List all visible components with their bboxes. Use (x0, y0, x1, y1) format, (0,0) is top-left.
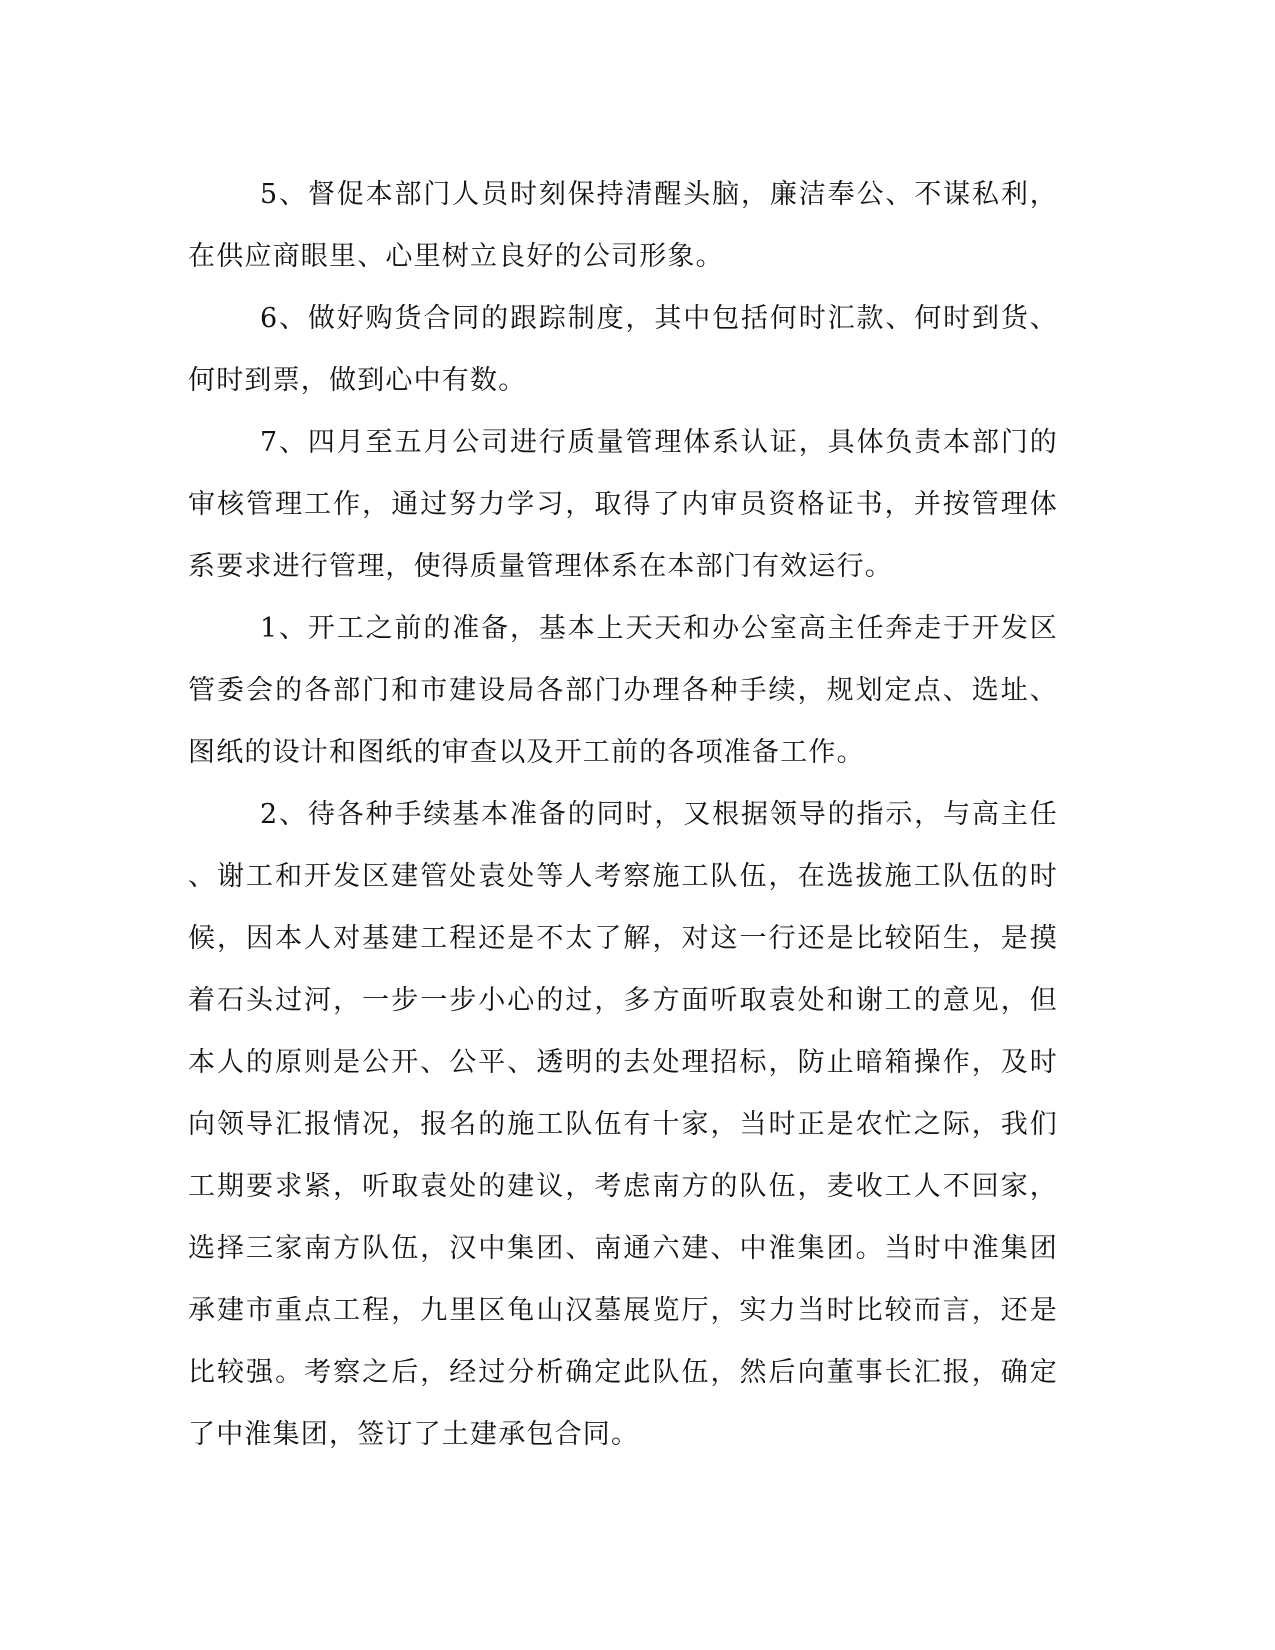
paragraph-item-5: 5、督促本部门人员时刻保持清醒头脑，廉洁奉公、不谋私利，在供应商眼里、心里树立良好的公司形象。 (188, 179, 1058, 272)
paragraph-item-6: 6、做好购货合同的跟踪制度，其中包括何时汇款、何时到货、何时到票，做到心中有数。 (188, 303, 1058, 396)
document-body (188, 164, 1058, 1466)
paragraph-item-2: 2、待各种手续基本准备的同时，又根据领导的指示，与高主任、谢工和开发区建管处袁处等人考察施工队伍，在选拔施工队伍的时候，因本人对基建工程还是不太了解，对这一行还是比较陌生，是摸着石头过河，一步一步小心的过，多方面听取袁处和谢工的意见，但本人的原则是公开、公平、透明的去处理招标，防止暗箱操作，及时向领导汇报情况，报名的施工队伍有十家，当时正是农忙之际，我们工期要求紧，听取袁处的建议，考虑南方的队伍，麦收工人不回家，选择三家南方队伍，汉中集团、南通六建、中淮集团。当时中淮集团承建市重点工程，九里区龟山汉墓展览厅，实力当时比较而言，还是比较强。考察之后，经过分析确定此队伍，然后向董事长汇报，确定了中淮集团，签订了土建承包合同。 (188, 799, 1058, 1450)
paragraph-item-1: 1、开工之前的准备，基本上天天和办公室高主任奔走于开发区管委会的各部门和市建设局各部门办理各种手续，规划定点、选址、图纸的设计和图纸的审查以及开工前的各项准备工作。 (188, 613, 1058, 768)
paragraph-item-7: 7、四月至五月公司进行质量管理体系认证，具体负责本部门的审核管理工作，通过努力学习，取得了内审员资格证书，并按管理体系要求进行管理，使得质量管理体系在本部门有效运行。 (188, 427, 1058, 582)
